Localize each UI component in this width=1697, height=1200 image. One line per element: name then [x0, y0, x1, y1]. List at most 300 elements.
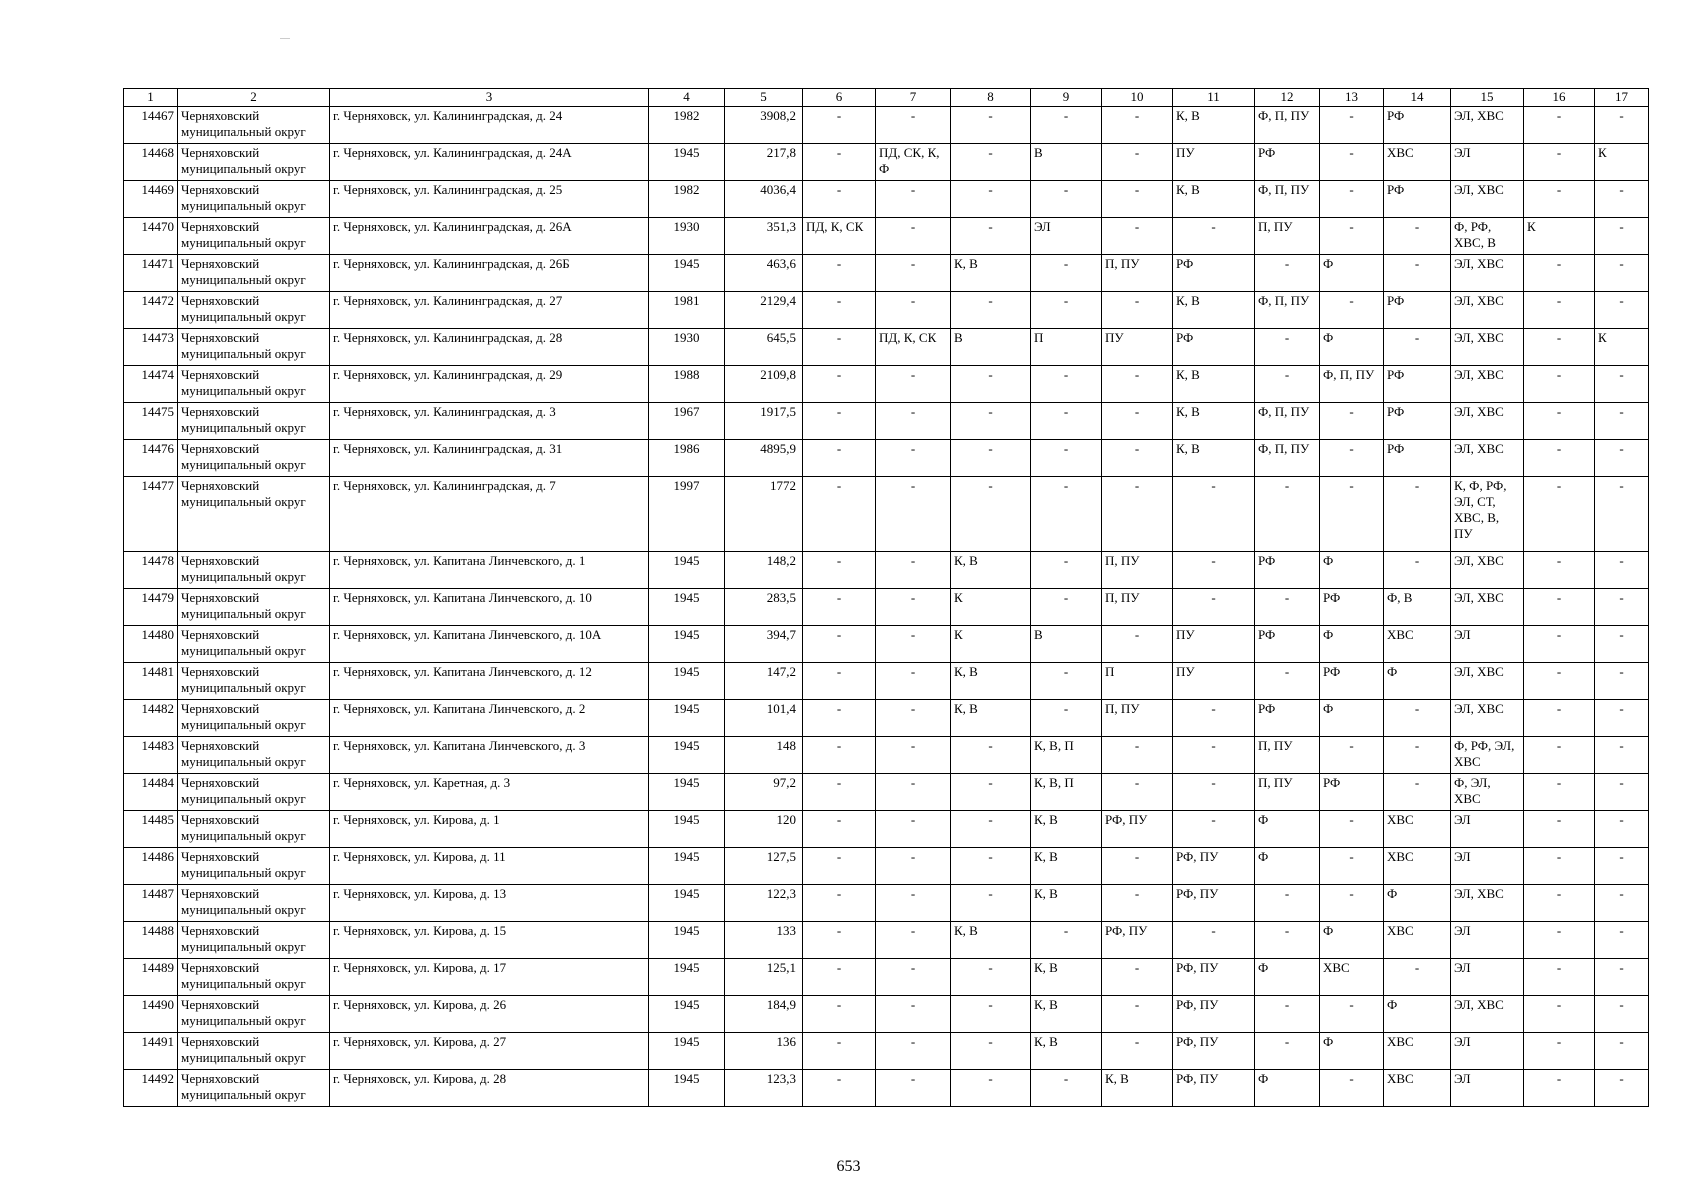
col8-cell: - — [951, 811, 1031, 848]
col7-cell: - — [876, 811, 951, 848]
col16-cell: - — [1524, 1070, 1595, 1107]
col10-cell: - — [1102, 885, 1173, 922]
district-cell: Черняховский муниципальный округ — [178, 477, 330, 552]
col14-cell: - — [1384, 477, 1451, 552]
table-row — [124, 774, 1649, 811]
col17-cell: - — [1595, 996, 1649, 1033]
col12-cell: П, ПУ — [1255, 774, 1320, 811]
column-header-5: 5 — [725, 89, 803, 107]
area-cell: 3908,2 — [725, 107, 803, 144]
table-row — [124, 1033, 1649, 1070]
col7-cell: ПД, К, СК — [876, 329, 951, 366]
area-cell: 283,5 — [725, 589, 803, 626]
col11-cell: РФ, ПУ — [1173, 996, 1255, 1033]
address-cell: г. Черняховск, ул. Калининградская, д. 29 — [330, 366, 649, 403]
col12-cell: Ф — [1255, 811, 1320, 848]
year-cell: 1945 — [649, 959, 725, 996]
area-cell: 645,5 — [725, 329, 803, 366]
housing-register-table — [123, 88, 1649, 1107]
col9-cell: К, В — [1031, 1033, 1102, 1070]
col10-cell: - — [1102, 440, 1173, 477]
year-cell: 1945 — [649, 589, 725, 626]
district-cell: Черняховский муниципальный округ — [178, 366, 330, 403]
col15-cell: ЭЛ — [1451, 626, 1524, 663]
col13-cell: Ф — [1320, 329, 1384, 366]
area-cell: 2129,4 — [725, 292, 803, 329]
col17-cell: - — [1595, 403, 1649, 440]
col10-cell: - — [1102, 996, 1173, 1033]
col7-cell: - — [876, 403, 951, 440]
col11-cell: РФ, ПУ — [1173, 1070, 1255, 1107]
address-cell: г. Черняховск, ул. Калининградская, д. 26А — [330, 218, 649, 255]
col10-cell: - — [1102, 403, 1173, 440]
row-id: 14470 — [124, 218, 178, 255]
area-cell: 147,2 — [725, 663, 803, 700]
col15-cell: ЭЛ, ХВС — [1451, 552, 1524, 589]
col11-cell: РФ, ПУ — [1173, 959, 1255, 996]
col12-cell: Ф — [1255, 848, 1320, 885]
col7-cell: - — [876, 737, 951, 774]
col6-cell: - — [803, 737, 876, 774]
col7-cell: - — [876, 922, 951, 959]
row-id: 14468 — [124, 144, 178, 181]
col13-cell: Ф — [1320, 1033, 1384, 1070]
col17-cell: - — [1595, 552, 1649, 589]
col12-cell: Ф, П, ПУ — [1255, 107, 1320, 144]
area-cell: 125,1 — [725, 959, 803, 996]
column-header-3: 3 — [330, 89, 649, 107]
area-cell: 1917,5 — [725, 403, 803, 440]
row-id: 14479 — [124, 589, 178, 626]
row-id: 14475 — [124, 403, 178, 440]
col11-cell: - — [1173, 811, 1255, 848]
year-cell: 1981 — [649, 292, 725, 329]
col8-cell: - — [951, 477, 1031, 552]
district-cell: Черняховский муниципальный округ — [178, 440, 330, 477]
col10-cell: П, ПУ — [1102, 552, 1173, 589]
col15-cell: ЭЛ, ХВС — [1451, 403, 1524, 440]
col8-cell: - — [951, 1070, 1031, 1107]
col10-cell: П, ПУ — [1102, 255, 1173, 292]
col13-cell: - — [1320, 848, 1384, 885]
col10-cell: ПУ — [1102, 329, 1173, 366]
col13-cell: РФ — [1320, 589, 1384, 626]
col13-cell: ХВС — [1320, 959, 1384, 996]
district-cell: Черняховский муниципальный округ — [178, 107, 330, 144]
column-header-15: 15 — [1451, 89, 1524, 107]
table-row — [124, 366, 1649, 403]
col13-cell: - — [1320, 811, 1384, 848]
col14-cell: РФ — [1384, 292, 1451, 329]
col14-cell: РФ — [1384, 440, 1451, 477]
col7-cell: - — [876, 552, 951, 589]
col8-cell: К, В — [951, 700, 1031, 737]
col9-cell: К, В, П — [1031, 774, 1102, 811]
col15-cell: Ф, РФ, ЭЛ, ХВС — [1451, 737, 1524, 774]
col10-cell: - — [1102, 366, 1173, 403]
col12-cell: - — [1255, 477, 1320, 552]
col9-cell: К, В — [1031, 811, 1102, 848]
col16-cell: - — [1524, 1033, 1595, 1070]
district-cell: Черняховский муниципальный округ — [178, 996, 330, 1033]
col12-cell: - — [1255, 366, 1320, 403]
col11-cell: ПУ — [1173, 663, 1255, 700]
district-cell: Черняховский муниципальный округ — [178, 848, 330, 885]
col12-cell: - — [1255, 996, 1320, 1033]
area-cell: 148 — [725, 737, 803, 774]
col14-cell: ХВС — [1384, 1070, 1451, 1107]
col6-cell: - — [803, 848, 876, 885]
area-cell: 133 — [725, 922, 803, 959]
col10-cell: - — [1102, 774, 1173, 811]
col8-cell: К — [951, 626, 1031, 663]
column-header-14: 14 — [1384, 89, 1451, 107]
year-cell: 1945 — [649, 552, 725, 589]
table-row — [124, 848, 1649, 885]
row-id: 14477 — [124, 477, 178, 552]
column-header-7: 7 — [876, 89, 951, 107]
address-cell: г. Черняховск, ул. Капитана Линчевского, д. 12 — [330, 663, 649, 700]
col10-cell: - — [1102, 181, 1173, 218]
col8-cell: - — [951, 959, 1031, 996]
table-row — [124, 626, 1649, 663]
col8-cell: К, В — [951, 922, 1031, 959]
col16-cell: - — [1524, 552, 1595, 589]
district-cell: Черняховский муниципальный округ — [178, 700, 330, 737]
district-cell: Черняховский муниципальный округ — [178, 922, 330, 959]
col15-cell: ЭЛ, ХВС — [1451, 663, 1524, 700]
col10-cell: - — [1102, 959, 1173, 996]
col6-cell: - — [803, 144, 876, 181]
col16-cell: - — [1524, 774, 1595, 811]
table-row — [124, 589, 1649, 626]
address-cell: г. Черняховск, ул. Калининградская, д. 27 — [330, 292, 649, 329]
col8-cell: К, В — [951, 552, 1031, 589]
col7-cell: - — [876, 959, 951, 996]
col15-cell: ЭЛ — [1451, 144, 1524, 181]
col10-cell: - — [1102, 1033, 1173, 1070]
col15-cell: ЭЛ, ХВС — [1451, 181, 1524, 218]
col12-cell: РФ — [1255, 700, 1320, 737]
col12-cell: РФ — [1255, 626, 1320, 663]
col15-cell: ЭЛ, ХВС — [1451, 255, 1524, 292]
col17-cell: - — [1595, 848, 1649, 885]
col11-cell: - — [1173, 218, 1255, 255]
area-cell: 136 — [725, 1033, 803, 1070]
col8-cell: - — [951, 144, 1031, 181]
col17-cell: - — [1595, 959, 1649, 996]
year-cell: 1982 — [649, 107, 725, 144]
col11-cell: К, В — [1173, 181, 1255, 218]
table-row — [124, 1070, 1649, 1107]
col14-cell: ХВС — [1384, 848, 1451, 885]
col10-cell: П — [1102, 663, 1173, 700]
col14-cell: - — [1384, 700, 1451, 737]
col11-cell: - — [1173, 589, 1255, 626]
district-cell: Черняховский муниципальный округ — [178, 1033, 330, 1070]
table-row — [124, 700, 1649, 737]
col14-cell: - — [1384, 329, 1451, 366]
col9-cell: - — [1031, 552, 1102, 589]
col17-cell: - — [1595, 811, 1649, 848]
col15-cell: Ф, ЭЛ, ХВС — [1451, 774, 1524, 811]
col13-cell: Ф — [1320, 255, 1384, 292]
column-header-12: 12 — [1255, 89, 1320, 107]
col17-cell: - — [1595, 366, 1649, 403]
area-cell: 148,2 — [725, 552, 803, 589]
col6-cell: - — [803, 366, 876, 403]
col6-cell: - — [803, 774, 876, 811]
col11-cell: РФ, ПУ — [1173, 848, 1255, 885]
column-header-1: 1 — [124, 89, 178, 107]
col13-cell: - — [1320, 440, 1384, 477]
address-cell: г. Черняховск, ул. Калининградская, д. 24А — [330, 144, 649, 181]
col17-cell: - — [1595, 626, 1649, 663]
table-row — [124, 255, 1649, 292]
col17-cell: - — [1595, 663, 1649, 700]
col13-cell: РФ — [1320, 774, 1384, 811]
table-row — [124, 663, 1649, 700]
district-cell: Черняховский муниципальный округ — [178, 403, 330, 440]
col11-cell: ПУ — [1173, 144, 1255, 181]
col8-cell: - — [951, 737, 1031, 774]
col14-cell: РФ — [1384, 366, 1451, 403]
col15-cell: ЭЛ — [1451, 1033, 1524, 1070]
district-cell: Черняховский муниципальный округ — [178, 811, 330, 848]
column-header-10: 10 — [1102, 89, 1173, 107]
col6-cell: - — [803, 477, 876, 552]
col9-cell: - — [1031, 181, 1102, 218]
col17-cell: К — [1595, 329, 1649, 366]
row-id: 14474 — [124, 366, 178, 403]
col17-cell: - — [1595, 700, 1649, 737]
col9-cell: ЭЛ — [1031, 218, 1102, 255]
col17-cell: - — [1595, 218, 1649, 255]
col9-cell: - — [1031, 1070, 1102, 1107]
col16-cell: - — [1524, 885, 1595, 922]
area-cell: 122,3 — [725, 885, 803, 922]
row-id: 14473 — [124, 329, 178, 366]
table-row — [124, 181, 1649, 218]
col14-cell: - — [1384, 774, 1451, 811]
col16-cell: - — [1524, 922, 1595, 959]
col16-cell: - — [1524, 996, 1595, 1033]
column-header-6: 6 — [803, 89, 876, 107]
table-row — [124, 440, 1649, 477]
col6-cell: - — [803, 996, 876, 1033]
col9-cell: - — [1031, 589, 1102, 626]
year-cell: 1945 — [649, 811, 725, 848]
row-id: 14487 — [124, 885, 178, 922]
column-header-9: 9 — [1031, 89, 1102, 107]
row-id: 14471 — [124, 255, 178, 292]
district-cell: Черняховский муниципальный округ — [178, 292, 330, 329]
address-cell: г. Черняховск, ул. Калининградская, д. 3 — [330, 403, 649, 440]
area-cell: 2109,8 — [725, 366, 803, 403]
row-id: 14491 — [124, 1033, 178, 1070]
col13-cell: - — [1320, 1070, 1384, 1107]
col9-cell: - — [1031, 663, 1102, 700]
col8-cell: В — [951, 329, 1031, 366]
col14-cell: ХВС — [1384, 626, 1451, 663]
col10-cell: - — [1102, 292, 1173, 329]
col8-cell: - — [951, 996, 1031, 1033]
row-id: 14483 — [124, 737, 178, 774]
district-cell: Черняховский муниципальный округ — [178, 589, 330, 626]
col9-cell: П — [1031, 329, 1102, 366]
col13-cell: Ф — [1320, 626, 1384, 663]
area-cell: 97,2 — [725, 774, 803, 811]
table-row — [124, 329, 1649, 366]
col10-cell: РФ, ПУ — [1102, 922, 1173, 959]
table-row — [124, 144, 1649, 181]
row-id: 14484 — [124, 774, 178, 811]
col16-cell: К — [1524, 218, 1595, 255]
col17-cell: К — [1595, 144, 1649, 181]
year-cell: 1986 — [649, 440, 725, 477]
col16-cell: - — [1524, 255, 1595, 292]
column-header-16: 16 — [1524, 89, 1595, 107]
area-cell: 1772 — [725, 477, 803, 552]
col8-cell: - — [951, 1033, 1031, 1070]
address-cell: г. Черняховск, ул. Кирова, д. 17 — [330, 959, 649, 996]
col10-cell: - — [1102, 626, 1173, 663]
col12-cell: Ф, П, ПУ — [1255, 440, 1320, 477]
col15-cell: ЭЛ, ХВС — [1451, 329, 1524, 366]
col11-cell: - — [1173, 922, 1255, 959]
col9-cell: - — [1031, 107, 1102, 144]
row-id: 14492 — [124, 1070, 178, 1107]
col14-cell: Ф — [1384, 663, 1451, 700]
col15-cell: ЭЛ, ХВС — [1451, 107, 1524, 144]
row-id: 14481 — [124, 663, 178, 700]
col7-cell: - — [876, 885, 951, 922]
col6-cell: - — [803, 626, 876, 663]
col16-cell: - — [1524, 440, 1595, 477]
col6-cell: - — [803, 1033, 876, 1070]
col17-cell: - — [1595, 181, 1649, 218]
col14-cell: ХВС — [1384, 144, 1451, 181]
col14-cell: ХВС — [1384, 922, 1451, 959]
col11-cell: К, В — [1173, 440, 1255, 477]
col13-cell: РФ — [1320, 663, 1384, 700]
col11-cell: РФ, ПУ — [1173, 885, 1255, 922]
address-cell: г. Черняховск, ул. Кирова, д. 27 — [330, 1033, 649, 1070]
address-cell: г. Черняховск, ул. Каретная, д. 3 — [330, 774, 649, 811]
district-cell: Черняховский муниципальный округ — [178, 144, 330, 181]
col7-cell: - — [876, 663, 951, 700]
table-row — [124, 737, 1649, 774]
year-cell: 1945 — [649, 255, 725, 292]
col9-cell: - — [1031, 366, 1102, 403]
column-header-2: 2 — [178, 89, 330, 107]
col12-cell: Ф, П, ПУ — [1255, 181, 1320, 218]
col12-cell: П, ПУ — [1255, 218, 1320, 255]
year-cell: 1967 — [649, 403, 725, 440]
district-cell: Черняховский муниципальный округ — [178, 774, 330, 811]
address-cell: г. Черняховск, ул. Кирова, д. 15 — [330, 922, 649, 959]
col6-cell: - — [803, 552, 876, 589]
column-header-13: 13 — [1320, 89, 1384, 107]
col14-cell: ХВС — [1384, 1033, 1451, 1070]
row-id: 14472 — [124, 292, 178, 329]
address-cell: г. Черняховск, ул. Капитана Линчевского, д. 1 — [330, 552, 649, 589]
col7-cell: - — [876, 181, 951, 218]
col8-cell: - — [951, 218, 1031, 255]
col17-cell: - — [1595, 922, 1649, 959]
col8-cell: К, В — [951, 663, 1031, 700]
column-header-17: 17 — [1595, 89, 1649, 107]
col12-cell: РФ — [1255, 144, 1320, 181]
col6-cell: - — [803, 922, 876, 959]
col6-cell: - — [803, 329, 876, 366]
area-cell: 394,7 — [725, 626, 803, 663]
col9-cell: В — [1031, 144, 1102, 181]
col6-cell: - — [803, 1070, 876, 1107]
year-cell: 1988 — [649, 366, 725, 403]
col8-cell: - — [951, 774, 1031, 811]
col7-cell: - — [876, 107, 951, 144]
area-cell: 123,3 — [725, 1070, 803, 1107]
year-cell: 1945 — [649, 626, 725, 663]
col12-cell: Ф, П, ПУ — [1255, 292, 1320, 329]
col6-cell: - — [803, 107, 876, 144]
col14-cell: РФ — [1384, 181, 1451, 218]
area-cell: 127,5 — [725, 848, 803, 885]
district-cell: Черняховский муниципальный округ — [178, 255, 330, 292]
col16-cell: - — [1524, 477, 1595, 552]
col7-cell: - — [876, 366, 951, 403]
district-cell: Черняховский муниципальный округ — [178, 663, 330, 700]
col14-cell: Ф — [1384, 996, 1451, 1033]
col7-cell: - — [876, 700, 951, 737]
address-cell: г. Черняховск, ул. Кирова, д. 28 — [330, 1070, 649, 1107]
table-row — [124, 811, 1649, 848]
col11-cell: К, В — [1173, 403, 1255, 440]
col6-cell: - — [803, 589, 876, 626]
col16-cell: - — [1524, 107, 1595, 144]
year-cell: 1945 — [649, 737, 725, 774]
col9-cell: - — [1031, 700, 1102, 737]
col11-cell: К, В — [1173, 292, 1255, 329]
row-id: 14488 — [124, 922, 178, 959]
col10-cell: - — [1102, 848, 1173, 885]
col12-cell: Ф — [1255, 959, 1320, 996]
col16-cell: - — [1524, 700, 1595, 737]
col15-cell: ЭЛ — [1451, 811, 1524, 848]
col16-cell: - — [1524, 329, 1595, 366]
col10-cell: - — [1102, 144, 1173, 181]
col11-cell: РФ, ПУ — [1173, 1033, 1255, 1070]
address-cell: г. Черняховск, ул. Капитана Линчевского, д. 10 — [330, 589, 649, 626]
page-number: 653 — [836, 1158, 861, 1175]
col14-cell: - — [1384, 959, 1451, 996]
district-cell: Черняховский муниципальный округ — [178, 181, 330, 218]
year-cell: 1945 — [649, 996, 725, 1033]
col6-cell: ПД, К, СК — [803, 218, 876, 255]
col8-cell: - — [951, 366, 1031, 403]
area-cell: 120 — [725, 811, 803, 848]
row-id: 14480 — [124, 626, 178, 663]
col7-cell: - — [876, 218, 951, 255]
col17-cell: - — [1595, 885, 1649, 922]
col7-cell: - — [876, 774, 951, 811]
col9-cell: В — [1031, 626, 1102, 663]
col7-cell: ПД, СК, К, Ф — [876, 144, 951, 181]
year-cell: 1930 — [649, 218, 725, 255]
address-cell: г. Черняховск, ул. Капитана Линчевского, д. 3 — [330, 737, 649, 774]
col16-cell: - — [1524, 589, 1595, 626]
